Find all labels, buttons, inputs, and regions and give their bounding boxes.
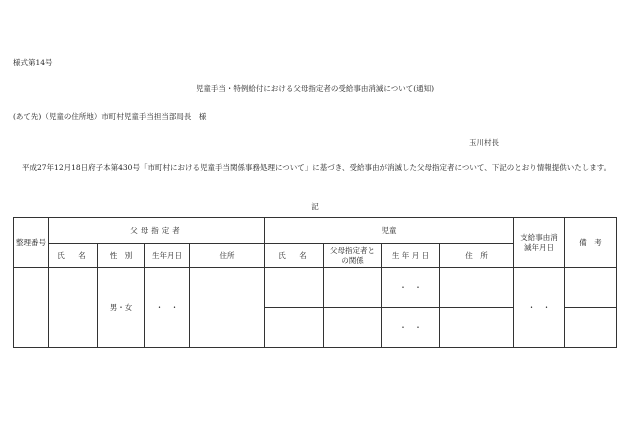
header-seiri-bango: 整理番号 [14,218,49,268]
cell-seiri-bango [14,268,49,348]
subheader-parent-name: 氏 名 [49,244,98,268]
cell-child-name-2 [265,308,324,348]
cell-parent-name [49,268,98,348]
header-jido: 児童 [265,218,514,244]
subheader-parent-sex: 性 別 [98,244,145,268]
subheader-child-birth: 生 年 月 日 [382,244,440,268]
document-title: 児童手当・特例給付における父母指定者の受給事由消滅について(通知) [195,84,435,93]
sender: 玉川村長 [469,138,499,147]
cell-child-birth-1: ・ ・ [382,268,440,308]
cell-shokyaku-date: ・ ・ [514,268,565,348]
cell-child-birth-2: ・ ・ [382,308,440,348]
addressee: (あて先)（児童の住所地）市町村児童手当担当部局長 様 [13,112,207,121]
ki-heading: 記 [311,202,319,211]
cell-parent-birth: ・ ・ [145,268,190,348]
header-biko: 備 考 [565,218,617,268]
subheader-child-relation: 父母指定者との関係 [324,244,382,268]
cell-child-address-1 [440,268,514,308]
header-fubo-shiteisha: 父母指定者 [49,218,265,244]
cell-child-address-2 [440,308,514,348]
subheader-child-address: 住 所 [440,244,514,268]
cell-child-relation-2 [324,308,382,348]
cell-biko-2 [565,308,617,348]
subheader-child-name: 氏 名 [265,244,324,268]
cell-child-relation-1 [324,268,382,308]
body-paragraph: 平成27年12月18日府子本第430号「市町村における児童手当関係事務処理について」に基づき、受給事由が消滅した父母指定者について、下記のとおり情報提供いたします。 [22,163,612,172]
cell-child-name-1 [265,268,324,308]
cell-biko-1 [565,268,617,308]
form-number: 様式第14号 [13,58,53,67]
cell-parent-address [190,268,265,348]
subheader-parent-birth: 生年月日 [145,244,190,268]
cell-parent-sex: 男・女 [98,268,145,348]
subheader-parent-address: 住所 [190,244,265,268]
header-shokyaku-date: 支給事由消滅年月日 [514,218,565,268]
notification-table [13,217,617,348]
